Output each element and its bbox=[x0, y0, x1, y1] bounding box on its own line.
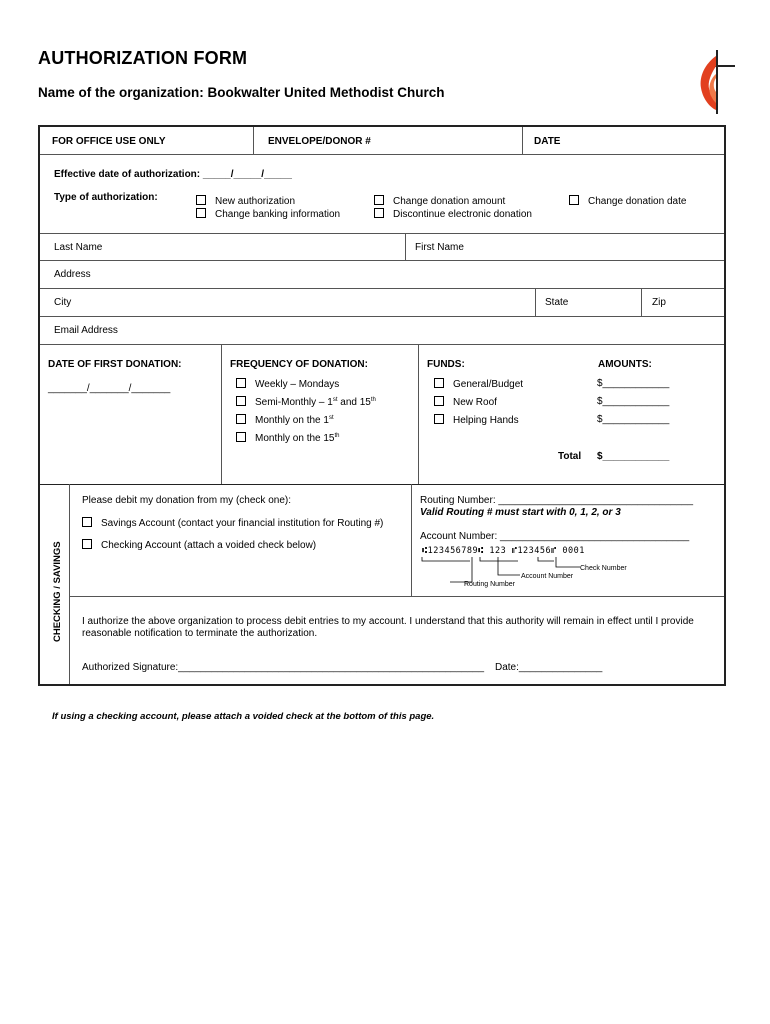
fund-new-roof[interactable]: New Roof bbox=[434, 396, 497, 409]
checking-account-option[interactable]: Checking Account (attach a voided check below) bbox=[82, 539, 316, 552]
form-title: AUTHORIZATION FORM bbox=[38, 48, 248, 68]
debit-prompt: Please debit my donation from my (check one): bbox=[82, 495, 291, 506]
zip-field[interactable]: Zip bbox=[652, 297, 666, 308]
organization-name: Name of the organization: Bookwalter United Methodist Church bbox=[38, 85, 445, 100]
fund-helping-hands[interactable]: Helping Hands bbox=[434, 414, 519, 427]
frequency-monthly-1st[interactable]: Monthly on the 1st bbox=[236, 414, 334, 427]
checkbox-icon[interactable] bbox=[196, 208, 206, 218]
checkbox-icon[interactable] bbox=[236, 432, 246, 442]
authorized-signature-field[interactable]: Authorized Signature:_______________________________________________________ bbox=[82, 662, 485, 673]
option-discontinue[interactable]: Discontinue electronic donation bbox=[374, 208, 532, 221]
funds-label: FUNDS: bbox=[427, 359, 465, 370]
checkbox-icon[interactable] bbox=[374, 195, 384, 205]
amount-helping-hands[interactable]: $____________ bbox=[597, 414, 670, 425]
fund-general-budget[interactable]: General/Budget bbox=[434, 378, 523, 391]
checkbox-icon[interactable] bbox=[196, 195, 206, 205]
checkbox-icon[interactable] bbox=[82, 539, 92, 549]
routing-number-field[interactable]: Routing Number: ___________________________________ bbox=[420, 495, 694, 506]
frequency-label: FREQUENCY OF DONATION: bbox=[230, 359, 368, 370]
option-change-banking[interactable]: Change banking information bbox=[196, 208, 340, 221]
first-donation-date[interactable]: _______/_______/_______ bbox=[48, 383, 171, 394]
micr-line: ⑆123456789⑆ 123 ⑈123456⑈ 0001 bbox=[422, 546, 585, 556]
checkbox-icon[interactable] bbox=[82, 517, 92, 527]
authorization-type-label: Type of authorization: bbox=[54, 192, 158, 203]
checkbox-icon[interactable] bbox=[374, 208, 384, 218]
last-name-field[interactable]: Last Name bbox=[54, 242, 103, 253]
city-field[interactable]: City bbox=[54, 297, 72, 308]
effective-date[interactable]: Effective date of authorization: _____/_____/_____ bbox=[54, 169, 292, 180]
state-field[interactable]: State bbox=[545, 297, 569, 308]
checkbox-icon[interactable] bbox=[236, 396, 246, 406]
checkbox-icon[interactable] bbox=[236, 414, 246, 424]
amount-general-budget[interactable]: $____________ bbox=[597, 378, 670, 389]
authorization-form bbox=[38, 125, 726, 686]
frequency-semi-monthly[interactable]: Semi-Monthly – 1st and 15th bbox=[236, 396, 376, 409]
checking-attachment-note: If using a checking account, please attach a voided check at the bottom of this page. bbox=[52, 711, 435, 722]
office-use-label: FOR OFFICE USE ONLY bbox=[52, 136, 166, 147]
cross-and-flame-logo bbox=[697, 48, 737, 116]
check-number-label: Check Number bbox=[580, 565, 627, 572]
frequency-weekly[interactable]: Weekly – Mondays bbox=[236, 378, 339, 391]
checkbox-icon[interactable] bbox=[434, 414, 444, 424]
authorization-statement-1: I authorize the above organization to process debit entries to my account. I understand that this authority will remain in effect until I provide bbox=[82, 616, 694, 627]
option-new-authorization[interactable]: New authorization bbox=[196, 195, 295, 208]
option-change-date[interactable]: Change donation date bbox=[569, 195, 686, 208]
checkbox-icon[interactable] bbox=[434, 396, 444, 406]
authorization-statement-2: reasonable notification to terminate the authorization. bbox=[82, 628, 318, 639]
savings-account-option[interactable]: Savings Account (contact your financial institution for Routing #) bbox=[82, 517, 383, 530]
account-number-label: Account Number bbox=[521, 573, 574, 580]
first-name-field[interactable]: First Name bbox=[415, 242, 464, 253]
total-amount[interactable]: $____________ bbox=[597, 451, 670, 462]
amounts-label: AMOUNTS: bbox=[598, 359, 652, 370]
email-field[interactable]: Email Address bbox=[54, 325, 118, 336]
first-donation-label: DATE OF FIRST DONATION: bbox=[48, 359, 182, 370]
frequency-monthly-15th[interactable]: Monthly on the 15th bbox=[236, 432, 340, 445]
checkbox-icon[interactable] bbox=[434, 378, 444, 388]
checkbox-icon[interactable] bbox=[236, 378, 246, 388]
option-change-amount[interactable]: Change donation amount bbox=[374, 195, 505, 208]
address-field[interactable]: Address bbox=[54, 269, 91, 280]
total-label: Total bbox=[558, 451, 582, 462]
routing-number-label: Routing Number bbox=[464, 581, 515, 588]
checkbox-icon[interactable] bbox=[569, 195, 579, 205]
amount-new-roof[interactable]: $____________ bbox=[597, 396, 670, 407]
routing-note: Valid Routing # must start with 0, 1, 2, or 3 bbox=[420, 507, 621, 518]
account-number-field[interactable]: Account Number: __________________________________ bbox=[420, 531, 690, 542]
signature-date-field[interactable]: Date:_______________ bbox=[495, 662, 603, 673]
envelope-donor-label: ENVELOPE/DONOR # bbox=[268, 136, 371, 147]
date-label: DATE bbox=[534, 136, 561, 147]
checking-savings-side-label: CHECKING / SAVINGS bbox=[52, 541, 63, 642]
